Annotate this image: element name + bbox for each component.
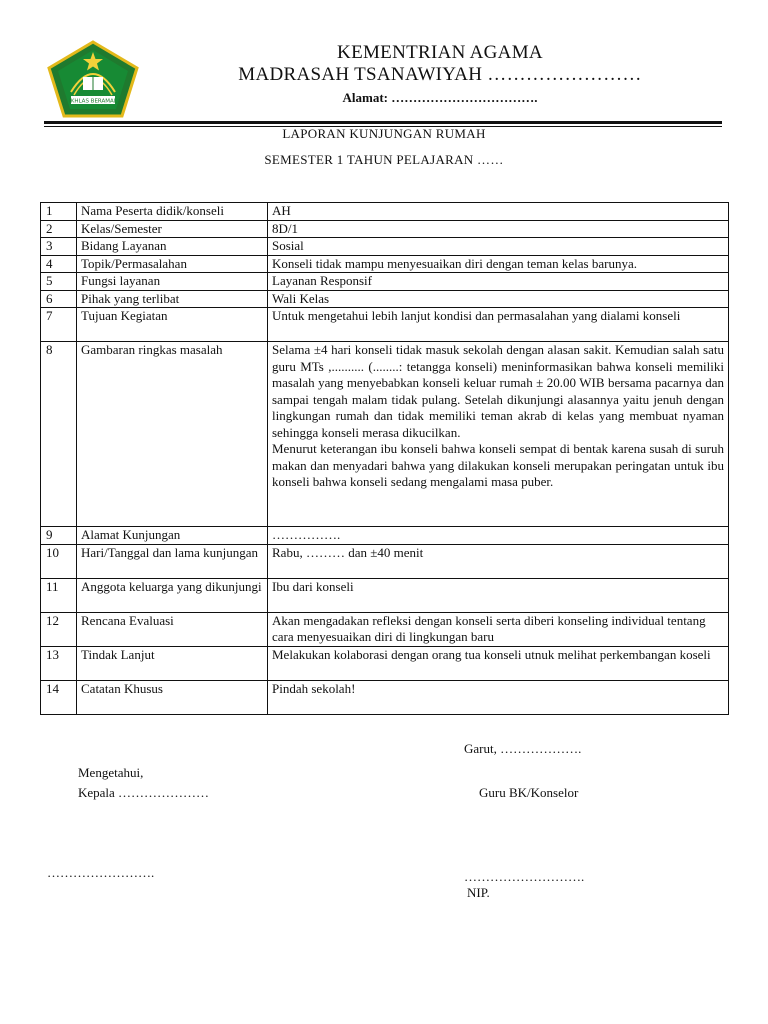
mengetahui-label: Mengetahui, <box>78 765 144 780</box>
row-label: Gambaran ringkas masalah <box>77 342 268 527</box>
place-date: Garut, ………………. <box>464 741 582 756</box>
row-label: Catatan Khusus <box>77 680 268 714</box>
row-label: Alamat Kunjungan <box>77 527 268 545</box>
counselor-label: Guru BK/Konselor <box>479 785 579 800</box>
row-label: Fungsi layanan <box>77 273 268 291</box>
row-number: 5 <box>41 273 77 291</box>
table-row <box>41 680 729 714</box>
row-label: Bidang Layanan <box>77 238 268 256</box>
row-number: 9 <box>41 527 77 545</box>
row-value: Wali Kelas <box>268 290 729 308</box>
row-number: 11 <box>41 578 77 612</box>
report-title: LAPORAN KUNJUNGAN RUMAH <box>282 126 486 141</box>
letterhead <box>140 42 740 107</box>
row-label: Tujuan Kegiatan <box>77 308 268 342</box>
row-value: Ibu dari konseli <box>268 578 729 612</box>
table-row <box>41 544 729 578</box>
row-number: 8 <box>41 342 77 527</box>
counselor-signature-line: ………………………. <box>464 869 585 884</box>
kepala-label: Kepala ………………… <box>78 785 210 800</box>
table-row <box>41 273 729 291</box>
row-number: 12 <box>41 612 77 646</box>
row-number: 2 <box>41 220 77 238</box>
row-number: 1 <box>41 203 77 221</box>
row-value: 8D/1 <box>268 220 729 238</box>
table-row <box>41 220 729 238</box>
row-value: AH <box>268 203 729 221</box>
row-value: Sosial <box>268 238 729 256</box>
table-row <box>41 578 729 612</box>
row-value: Rabu, ……… dan ±40 menit <box>268 544 729 578</box>
principal-signature-line: ……………………. <box>47 865 155 880</box>
nip-label: NIP. <box>467 885 490 900</box>
row-label: Pihak yang terlibat <box>77 290 268 308</box>
row-number: 6 <box>41 290 77 308</box>
row-number: 13 <box>41 646 77 680</box>
letterhead-rule-thick <box>44 121 722 124</box>
row-value: Layanan Responsif <box>268 273 729 291</box>
row-label: Nama Peserta didik/konseli <box>77 203 268 221</box>
table-row <box>41 238 729 256</box>
row-label: Hari/Tanggal dan lama kunjungan <box>77 544 268 578</box>
row-label: Anggota keluarga yang dikunjungi <box>77 578 268 612</box>
report-subtitle: SEMESTER 1 TAHUN PELAJARAN …… <box>264 152 504 167</box>
row-value: Untuk mengetahui lebih lanjut kondisi dan permasalahan yang dialami konseli <box>268 308 729 342</box>
table-row <box>41 308 729 342</box>
table-row <box>41 646 729 680</box>
school-name: MADRASAH TSANAWIYAH …………………… <box>238 64 642 85</box>
row-value <box>268 342 729 527</box>
table-row <box>41 255 729 273</box>
table-row <box>41 612 729 646</box>
table-row <box>41 342 729 527</box>
row-value: Pindah sekolah! <box>268 680 729 714</box>
school-address: Alamat: ……………………………. <box>342 90 538 105</box>
row-label: Topik/Permasalahan <box>77 255 268 273</box>
row-value: Melakukan kolaborasi dengan orang tua konseli utnuk melihat perkembangan koseli <box>268 646 729 680</box>
table-row <box>41 203 729 221</box>
problem-summary-paragraph-2: Menurut keterangan ibu konseli bahwa konseli sempat di bentak karena susah di suruh makan dan menyadari bahwa yang dilakukan konseli merupakan peringatan untuk ibu konseli bahwa konseli sedang mengalami masa puber. <box>272 441 724 489</box>
row-label: Kelas/Semester <box>77 220 268 238</box>
row-number: 7 <box>41 308 77 342</box>
row-number: 14 <box>41 680 77 714</box>
svg-text:IKHLAS BERAMAL: IKHLAS BERAMAL <box>69 98 117 105</box>
row-value: Akan mengadakan refleksi dengan konseli serta diberi konseling individual tentang cara menyesuaikan diri di lingkungan baru <box>268 612 729 646</box>
table-row <box>41 290 729 308</box>
problem-summary-paragraph-1: Selama ±4 hari konseli tidak masuk sekolah dengan alasan sakit. Kemudian salah satu guru MTs ,.......... (........: tetangga konseli) meninformasikan bahwa konseli memiliki masalah yang menyebabkan konseli keluar rumah ± 20.00 WIB bersama pacarnya dan sampai tengah malam tidak pulang. Setelah dikunjungi alasannya yaitu jenuh dengan lingkungan rumah dan tidak memiliki teman akrab di kelas yang membuat nyaman sehingga konseli merasa dikucilkan. <box>272 342 724 440</box>
ministry-name: KEMENTRIAN AGAMA <box>337 42 543 63</box>
row-number: 3 <box>41 238 77 256</box>
table-row <box>41 527 729 545</box>
row-value: Konseli tidak mampu menyesuaikan diri dengan teman kelas barunya. <box>268 255 729 273</box>
row-value: ……………. <box>268 527 729 545</box>
row-label: Tindak Lanjut <box>77 646 268 680</box>
kemenag-logo <box>44 40 142 118</box>
row-number: 10 <box>41 544 77 578</box>
row-label: Rencana Evaluasi <box>77 612 268 646</box>
row-number: 4 <box>41 255 77 273</box>
visit-report-table <box>40 202 729 715</box>
